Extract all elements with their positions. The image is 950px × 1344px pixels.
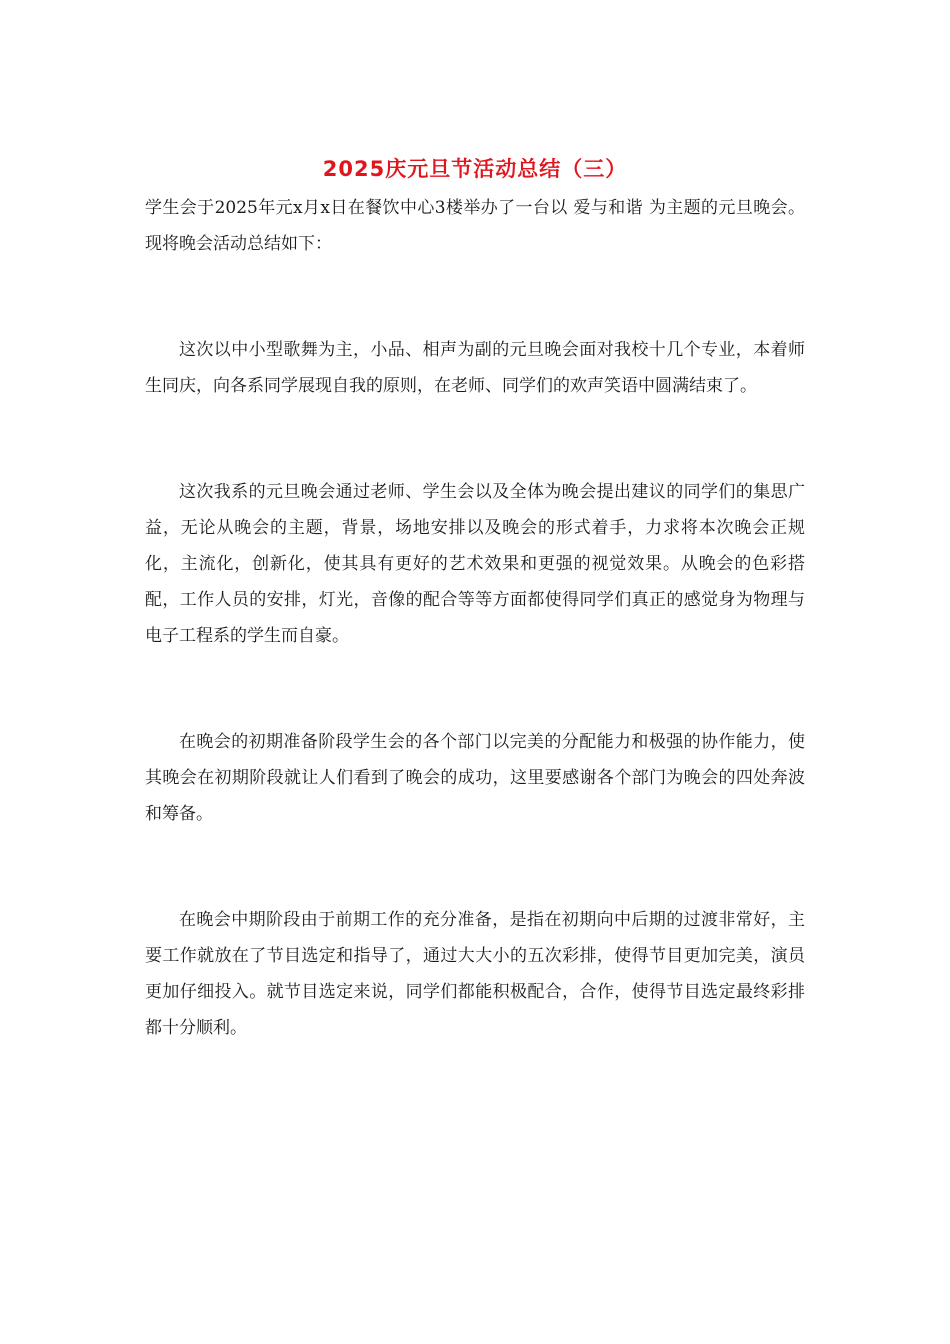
document-body — [145, 148, 805, 1116]
body-paragraph-2: 这次我系的元旦晚会通过老师、学生会以及全体为晚会提出建议的同学们的集思广益，无论从晚会的主题，背景，场地安排以及晚会的形式着手，力求将本次晚会正规化，主流化，创新化，使其具有更好的艺术效果和更强的视觉效果。从晚会的色彩搭配，工作人员的安排，灯光，音像的配合等等方面都使得同学们真正的感觉身为物理与电子工程系的学生而自豪。 — [145, 482, 805, 646]
body-paragraph-3: 在晚会的初期准备阶段学生会的各个部门以完美的分配能力和极强的协作能力，使其晚会在初期阶段就让人们看到了晚会的成功，这里要感谢各个部门为晚会的四处奔波和筹备。 — [145, 732, 805, 824]
document-title: 2025庆元旦节活动总结（三） — [322, 157, 628, 181]
body-paragraph-1: 这次以中小型歌舞为主，小品、相声为副的元旦晚会面对我校十几个专业，本着师生同庆，向各系同学展现自我的原则，在老师、同学们的欢声笑语中圆满结束了。 — [145, 340, 805, 396]
intro-paragraph: 学生会于2025年元x月x日在餐饮中心3楼举办了一台以 爱与和谐 为主题的元旦晚会。现将晚会活动总结如下： — [145, 198, 805, 254]
body-paragraph-4: 在晚会中期阶段由于前期工作的充分准备，是指在初期向中后期的过渡非常好，主要工作就放在了节目选定和指导了，通过大大小的五次彩排，使得节目更加完美，演员更加仔细投入。就节目选定来说，同学们都能积极配合，合作，使得节目选定最终彩排都十分顺利。 — [145, 910, 805, 1038]
